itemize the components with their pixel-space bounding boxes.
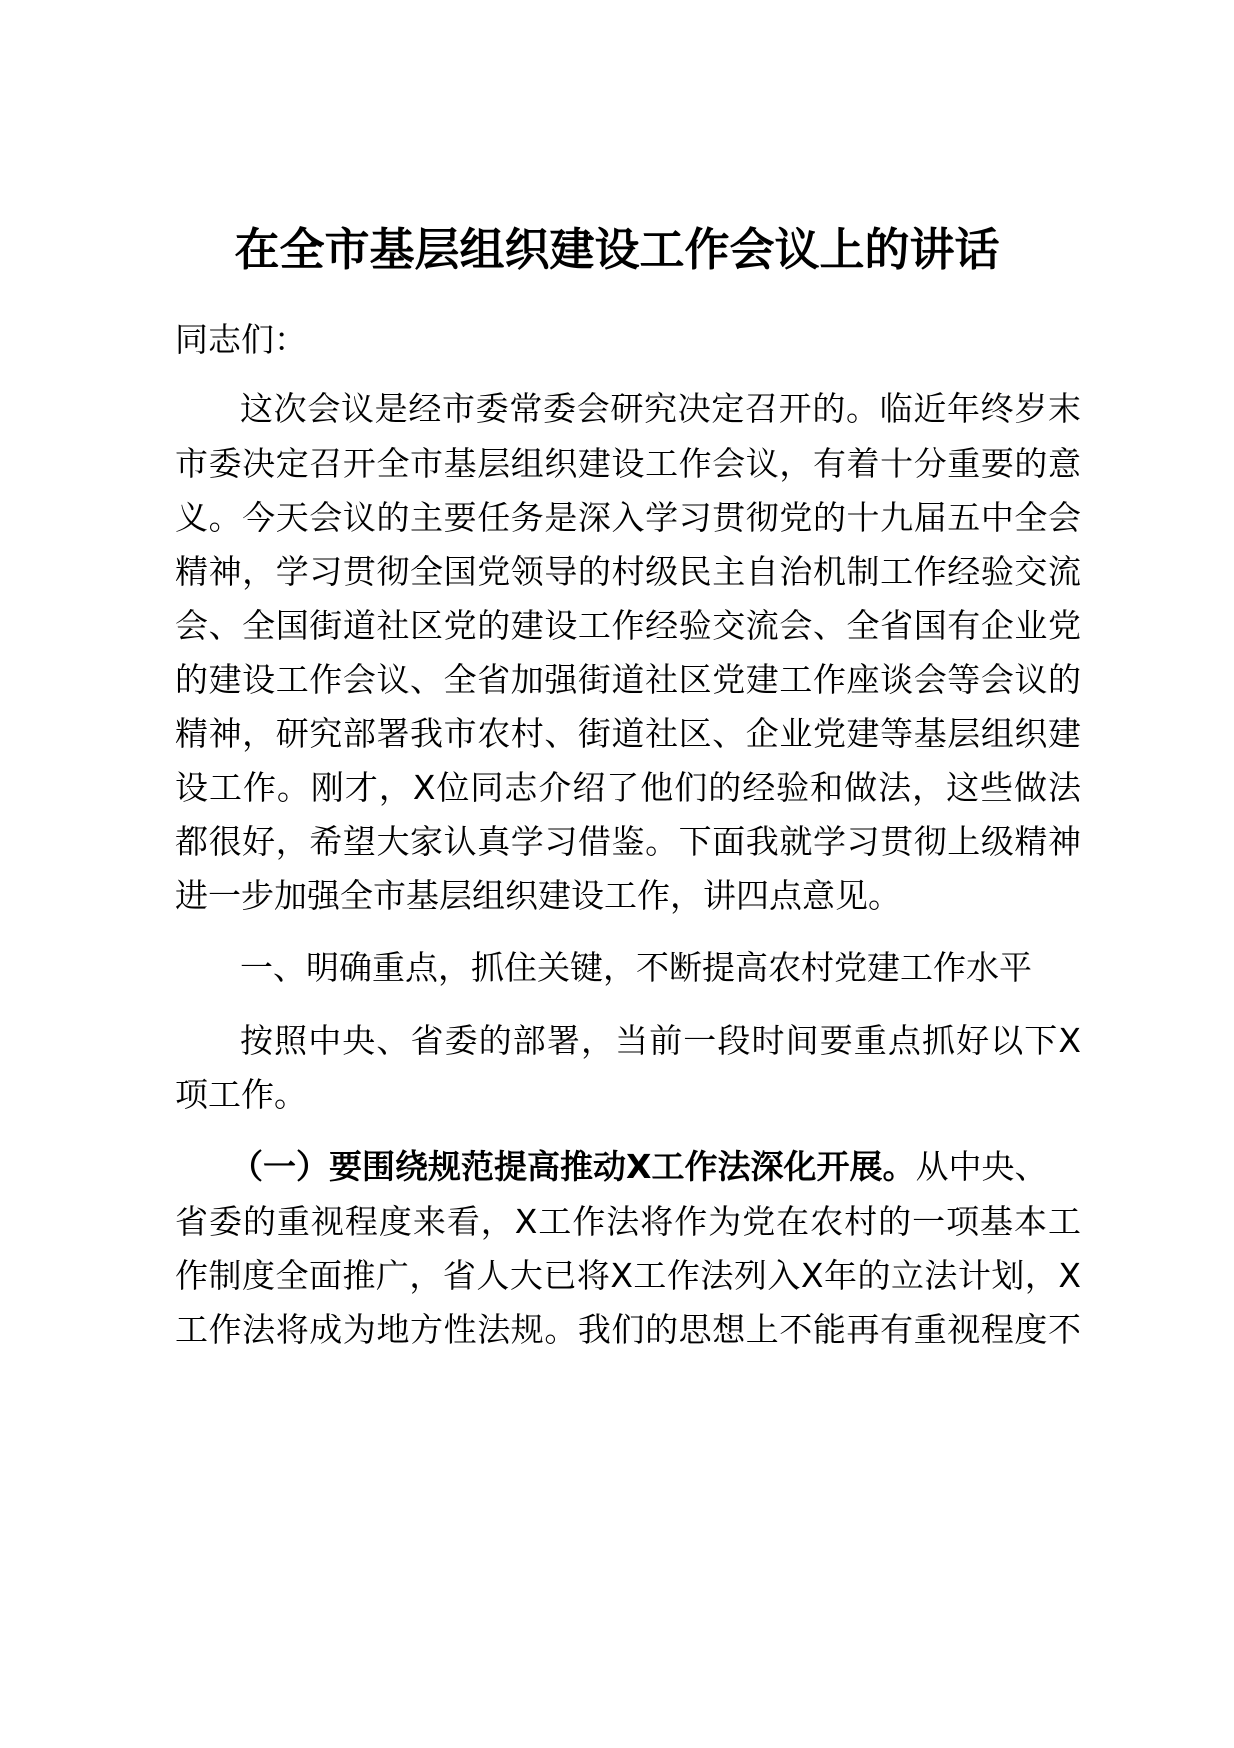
paragraph-1-line: 进一步加强全市基层组织建设工作，讲四点意见。: [175, 876, 901, 915]
paragraph-1-line: 会、全国街道社区党的建设工作经验交流会、全省国有企业党: [175, 606, 1081, 645]
paragraph-3-line: 作制度全面推广，省人大已将X工作法列入X年的立法计划，X: [175, 1256, 1081, 1295]
paragraph-1-line: 市委决定召开全市基层组织建设工作会议，有着十分重要的意: [175, 444, 1081, 483]
paragraph-1-line: 的建设工作会议、全省加强街道社区党建工作座谈会等会议的: [175, 660, 1081, 699]
subheading-line: [230, 1145, 1081, 1189]
paragraph-2-line: 项工作。: [175, 1075, 307, 1114]
paragraph-1-line: 都很好，希望大家认真学习借鉴。下面我就学习贯彻上级精神: [175, 822, 1081, 861]
paragraph-3-line: 省委的重视程度来看，X工作法将作为党在农村的一项基本工: [175, 1202, 1081, 1241]
paragraph-1-line: 精神，研究部署我市农村、街道社区、企业党建等基层组织建: [175, 714, 1081, 753]
subheading-1-continuation: 从中央、: [915, 1147, 1048, 1186]
paragraph-2-line: 按照中央、省委的部署，当前一段时间要重点抓好以下X: [240, 1021, 1081, 1060]
subheading-1: （一）要围绕规范提高推动X工作法深化开展。: [230, 1147, 916, 1186]
paragraph-3-line: 工作法将成为地方性法规。我们的思想上不能再有重视程度不: [175, 1310, 1081, 1349]
paragraph-1-line: 设工作。刚才，X位同志介绍了他们的经验和做法，这些做法: [175, 768, 1081, 807]
paragraph-1-line: 精神，学习贯彻全国党领导的村级民主自治机制工作经验交流: [175, 552, 1081, 591]
section-heading-1: 一、明确重点，抓住关键，不断提高农村党建工作水平: [240, 948, 1032, 987]
document-title: 在全市基层组织建设工作会议上的讲话: [234, 223, 1000, 276]
paragraph-1-line: 义。今天会议的主要任务是深入学习贯彻党的十九届五中全会: [175, 498, 1081, 537]
salutation: 同志们：: [175, 320, 307, 359]
paragraph-1-line: 这次会议是经市委常委会研究决定召开的。临近年终岁末: [240, 389, 1081, 428]
